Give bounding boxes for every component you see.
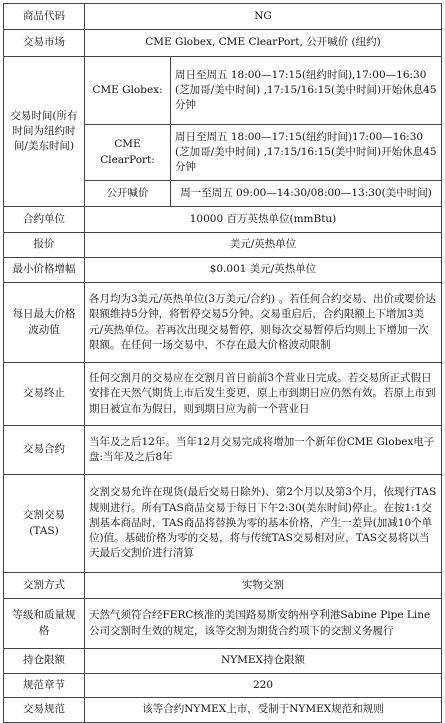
row-value: 该等合约NYMEX上市，受制于NYMEX规范和规则 — [85, 698, 442, 723]
row-label: 交易终止 — [4, 363, 85, 426]
row-label: 交割方式 — [4, 573, 85, 599]
row-label: 规范章节 — [4, 674, 85, 698]
row-value: 天然气须符合经FERC核准的美国路易斯安纳州亨利港Sabine Pipe Line公司交割时生效的规定，该等交割为期货合约项下的交割义务履行 — [85, 599, 442, 649]
row-label: 交易规范 — [4, 698, 85, 723]
table-row — [4, 649, 442, 674]
row-value: 任何交割月的交易应在交割月首日前前3个营业日完成。若交易所正式假日安排在天然气期货上市后发生变更，原上市到期日应仍然有效。若原上市到期日被宣布为假日，则到期日应为前一个营业日 — [85, 363, 442, 426]
table-row — [4, 698, 442, 723]
row-label: 等级和质量规格 — [4, 599, 85, 649]
venue-hours: 周一至周五 09:00—14:30/08:00—13:30(美中时间) — [171, 181, 442, 207]
table-row — [4, 258, 442, 283]
table-row — [4, 207, 442, 233]
row-label: 持仓限额 — [4, 649, 85, 674]
row-value: 交割交易允许在现货(最后交易日除外)、第2个月以及第3个月，依现行TAS规则进行。所有TAS商品交易于每日下午2:30(美东时间)停止。在按1:1交割基本商品时，TAS商品将替换为零的基本价格，产生一差异(加减10个单位)值。基础价格为零的交易，将与传统TAS交易相对应，TAS交易将以当天最后交割价进行清算 — [85, 475, 442, 573]
row-value: 220 — [85, 674, 442, 698]
contract-spec-table — [3, 3, 442, 723]
row-label: 交割交易 (TAS) — [4, 475, 85, 573]
row-value: 当年及之后12年。当年12月交易完成将增加一个新年份CME Globex电子盘:当年及之后8年 — [85, 426, 442, 475]
row-value: $0.001 美元/英热单位 — [85, 258, 442, 283]
row-label: 合约单位 — [4, 207, 85, 233]
row-value: 美元/英热单位 — [85, 233, 442, 258]
venue-label: CME Globex: — [85, 57, 171, 125]
table-row — [4, 363, 442, 426]
row-label: 每日最大价格波动值 — [4, 283, 85, 363]
row-value: NG — [85, 4, 442, 30]
table-row — [4, 573, 442, 599]
row-label: 交易市场 — [4, 30, 85, 57]
venue-label: 公开喊价 — [85, 181, 171, 207]
table-row — [4, 426, 442, 475]
venue-hours: 周日至周五 18:00—17:15(纽约时间),17:00—16:30 (芝加哥/美中时间) ,17:15/16:15(美中时间)开始休息45分钟 — [171, 57, 442, 125]
table-row — [4, 674, 442, 698]
table-row — [4, 4, 442, 30]
venue-label: CME ClearPort: — [85, 125, 171, 181]
row-label: 商品代码 — [4, 4, 85, 30]
row-label: 最小价格增幅 — [4, 258, 85, 283]
table-row — [4, 233, 442, 258]
row-value: 10000 百万英热单位(mmBtu) — [85, 207, 442, 233]
row-label: 报价 — [4, 233, 85, 258]
table-row — [4, 475, 442, 573]
row-value: NYMEX持仓限额 — [85, 649, 442, 674]
row-value: 各月均为3美元/英热单位(3万美元/合约) 。若任何合约交易、出价或要价达限额维持5分钟，将暂停交易5分钟。交易重启后，合约限额上下增加3美元/英热单位。若再次出现交易暂停，则每次交易暂停后均则上下增加一次限额。在任何一场交易中，不存在最大价格波动限制 — [85, 283, 442, 363]
table-row — [4, 57, 442, 125]
row-value: CME Globex, CME ClearPort, 公开喊价 (纽约) — [85, 30, 442, 57]
row-value: 实物交割 — [85, 573, 442, 599]
venue-hours: 周日至周五 18:00—17:15(纽约时间)17:00—16:30 (芝加哥/美中时间) ,17:15/16:15(美中时间)开始休息45分钟 — [171, 125, 442, 181]
row-label: 交易时间(所有时间为纽约时间/美东时间) — [4, 57, 85, 207]
table-row — [4, 30, 442, 57]
table-row — [4, 283, 442, 363]
row-label: 交易合约 — [4, 426, 85, 475]
table-row — [4, 599, 442, 649]
